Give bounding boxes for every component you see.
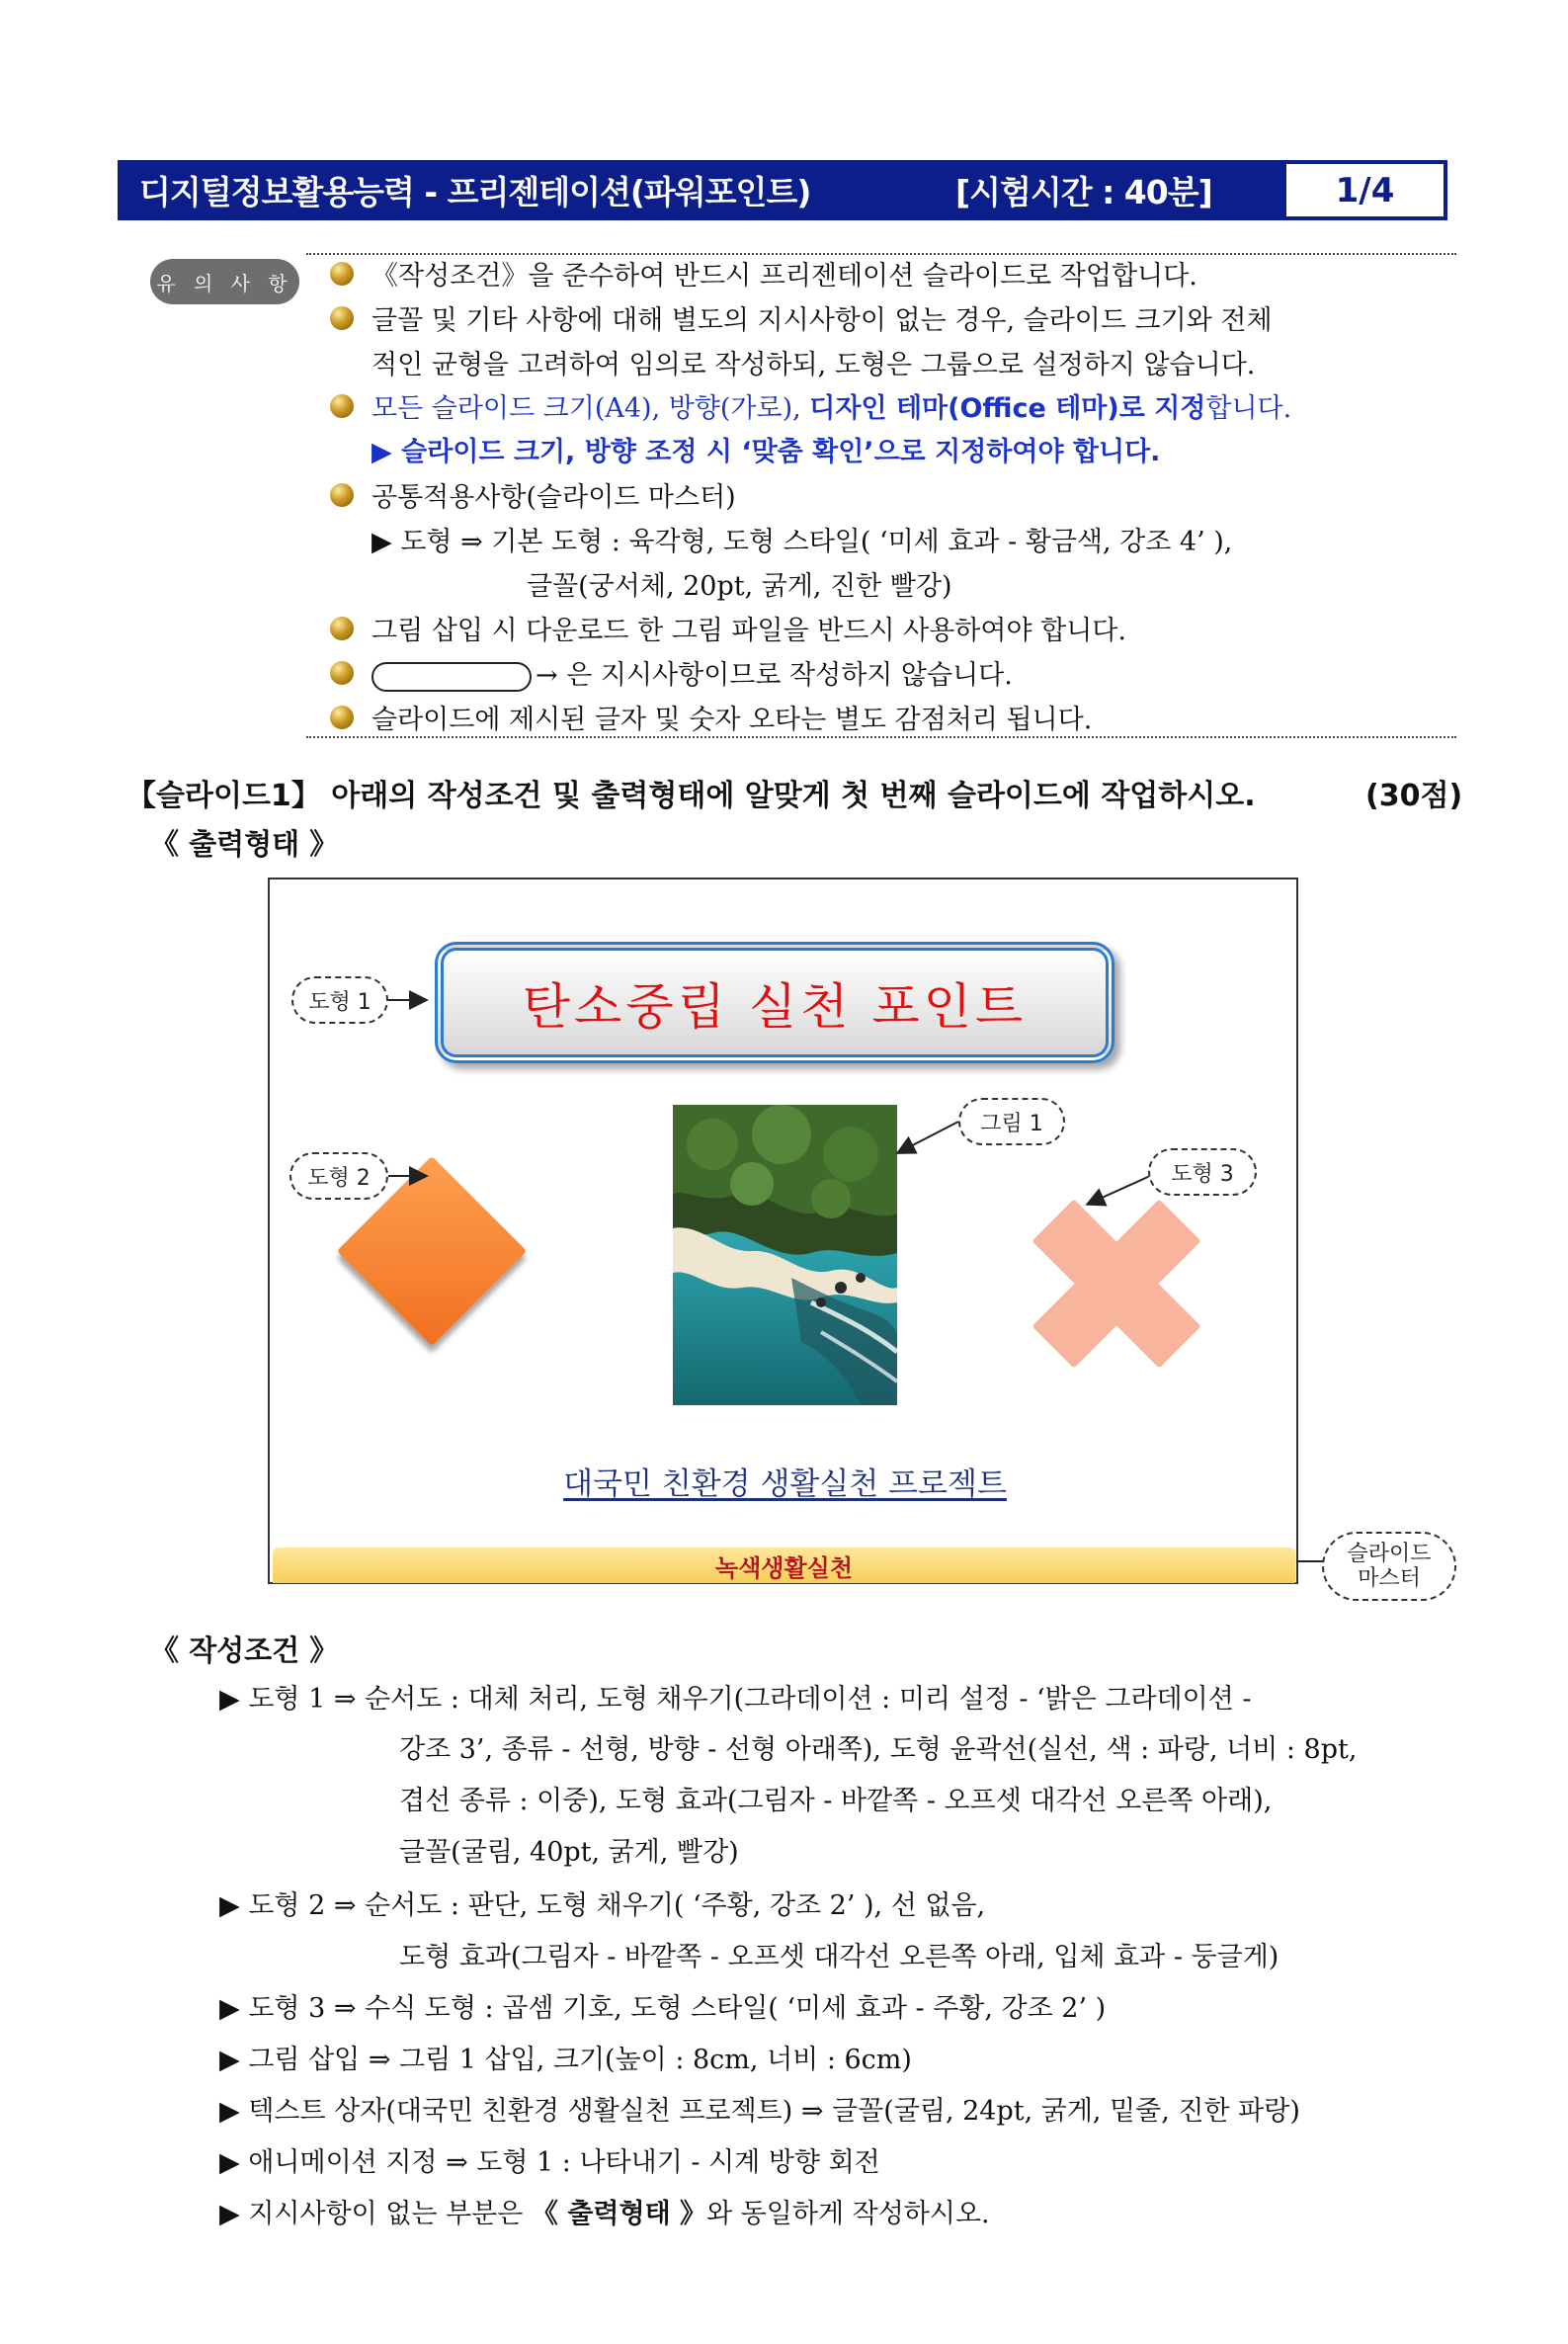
notice-line-3: 적인 균형을 고려하여 임의로 작성하되, 도형은 그룹으로 설정하지 않습니다.: [371, 350, 1256, 380]
notice-line-6: 공통적용사항(슬라이드 마스터): [371, 482, 736, 513]
condition-2b: 도형 효과(그림자 - 바깥쪽 - 오프셋 대각선 오른쪽 아래, 입체 효과 - 둥글게): [399, 1942, 1279, 1972]
bullet-icon: [330, 262, 354, 286]
callout-shape-sample-icon: [371, 662, 532, 692]
bullet-icon: [330, 394, 354, 418]
subtitle-text: 대국민 친환경 생활실천 프로젝트: [563, 1466, 1007, 1502]
condition-7a: ▶ 지시사항이 없는 부분은: [219, 2199, 532, 2229]
callout-master-line1: 슬라이드: [1347, 1541, 1432, 1566]
task-score: (30점): [1365, 779, 1463, 813]
subtitle-textbox: [270, 1459, 1300, 1503]
notice-line-10: [371, 653, 1013, 692]
notice-line-5: ▶ 슬라이드 크기, 방향 조정 시 ‘맞춤 확인’으로 지정하여야 합니다.: [371, 437, 1161, 467]
notice-line-11: 슬라이드에 제시된 글자 및 숫자 오타는 별도 감점처리 됩니다.: [371, 705, 1093, 735]
callout-master-line2: 마스터: [1358, 1566, 1421, 1591]
callout-picture1: 그림 1: [958, 1098, 1065, 1145]
notice-line-1: 《작성조건》을 준수하여 반드시 프리젠테이션 슬라이드로 작업합니다.: [371, 261, 1197, 292]
aerial-coast-photo: [673, 1105, 897, 1405]
condition-2a: ▶ 도형 2 ⇒ 순서도 : 판단, 도형 채우기( ‘주황, 강조 2’ ), 선 없음,: [219, 1890, 986, 1921]
bullet-icon: [330, 617, 354, 640]
condition-5: ▶ 텍스트 상자(대국민 친환경 생활실천 프로젝트) ⇒ 글꼴(굴림, 24pt, 굵게, 밑줄, 진한 파랑): [219, 2096, 1300, 2127]
slide-preview: [268, 878, 1298, 1584]
callout-shape1: 도형 1: [291, 976, 388, 1024]
task-title: 【슬라이드1】 아래의 작성조건 및 출력형태에 알맞게 첫 번째 슬라이드에 작업하시오.: [126, 779, 1256, 813]
condition-3: ▶ 도형 3 ⇒ 수식 도형 : 곱셈 기호, 도형 스타일( ‘미세 효과 - 주황, 강조 2’ ): [219, 1993, 1107, 2024]
bullet-icon: [330, 706, 354, 729]
condition-4: ▶ 그림 삽입 ⇒ 그림 1 삽입, 크기(높이 : 8cm, 너비 : 6cm): [219, 2045, 912, 2075]
notice-line-8: 글꼴(궁서체, 20pt, 굵게, 진한 빨강): [527, 571, 952, 602]
callout-slide-master: [1322, 1532, 1456, 1601]
condition-1b: 강조 3’, 종류 - 선형, 방향 - 선형 아래쪽), 도형 윤곽선(실선, 색 : 파랑, 너비 : 8pt,: [399, 1734, 1358, 1765]
bullet-icon: [330, 483, 354, 507]
notice-line-4b: 디자인 테마(Office 테마)로 지정: [809, 393, 1206, 424]
condition-7: [219, 2192, 990, 2230]
shape1-title-box: [435, 942, 1114, 1063]
master-footer-text: 녹색생활실천: [714, 1552, 854, 1582]
notice-line-10-text: → 은 지시사항이므로 작성하지 않습니다.: [536, 660, 1013, 691]
picture-1: [673, 1105, 897, 1405]
condition-1c: 겹선 종류 : 이중), 도형 효과(그림자 - 바깥쪽 - 오프셋 대각선 오른쪽 아래),: [399, 1786, 1273, 1816]
condition-1d: 글꼴(굴림, 40pt, 굵게, 빨강): [399, 1837, 739, 1868]
output-section-label: 《 출력형태 》: [150, 827, 339, 861]
conditions-section-label: 《 작성조건 》: [150, 1633, 339, 1667]
exam-time: [시험시간 : 40분]: [955, 173, 1212, 211]
master-footer-band: [273, 1548, 1295, 1583]
shape3-multiply-sign: [1042, 1210, 1191, 1358]
notice-line-4c: 합니다.: [1205, 393, 1292, 424]
condition-6: ▶ 애니메이션 지정 ⇒ 도형 1 : 나타내기 - 시계 방향 회전: [219, 2147, 880, 2178]
shape1-title-text: 탄소중립 실천 포인트: [522, 977, 1028, 1036]
notice-line-4: [371, 386, 1291, 425]
bullet-icon: [330, 661, 354, 685]
callout-shape2: 도형 2: [289, 1152, 388, 1200]
exam-title: 디지털정보활용능력 - 프리젠테이션(파워포인트): [139, 173, 811, 211]
notice-line-7: ▶ 도형 ⇒ 기본 도형 : 육각형, 도형 스타일( ‘미세 효과 - 황금색, 강조 4’ ),: [371, 527, 1233, 557]
page-number: 1/4: [1282, 160, 1447, 220]
callout-shape3: 도형 3: [1148, 1148, 1257, 1196]
bullet-icon: [330, 306, 354, 330]
notice-badge: 유 의 사 항: [150, 259, 299, 304]
exam-header: [118, 160, 1447, 220]
condition-7b: 《 출력형태 》: [531, 2199, 707, 2229]
notice-line-4a: 모든 슬라이드 크기(A4), 방향(가로),: [371, 393, 810, 424]
condition-7c: 와 동일하게 작성하시오.: [706, 2199, 990, 2229]
notice-line-2: 글꼴 및 기타 사항에 대해 별도의 지시사항이 없는 경우, 슬라이드 크기와 전체: [371, 305, 1273, 336]
condition-1a: ▶ 도형 1 ⇒ 순서도 : 대체 처리, 도형 채우기(그라데이션 : 미리 설정 - ‘밝은 그라데이션 -: [219, 1684, 1252, 1715]
exam-header-title-box: [118, 160, 1282, 220]
notice-line-9: 그림 삽입 시 다운로드 한 그림 파일을 반드시 사용하여야 합니다.: [371, 616, 1126, 646]
notice-bottom-rule: [306, 736, 1456, 738]
